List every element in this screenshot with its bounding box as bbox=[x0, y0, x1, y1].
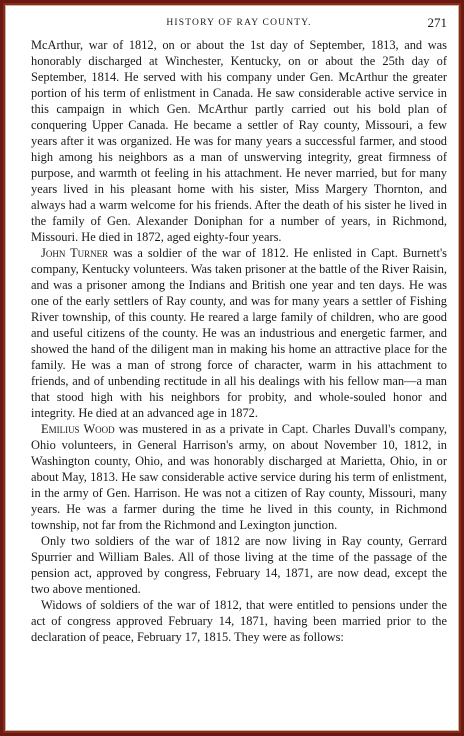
paragraph-text: was mustered in as a private in Capt. Charles Duvall's company, Ohio volunteers, in General Harrison's army, on about November 10, 1812, in Washington county, Ohio, and was honorably discharged at Marietta, Ohio, in or about May, 1813. He saw considerable active service during his term of enlistment, in the army of Gen. Harrison. He was not a citizen of Ray county, Missouri, many years. He was a farmer during the time he lived in this county, in Richmond township, not far from the Richmond and Lexington junction. bbox=[31, 422, 447, 532]
paragraph-john-turner bbox=[31, 245, 447, 421]
person-name: John Turner bbox=[41, 246, 109, 260]
paragraph-text: McArthur, war of 1812, on or about the 1st day of September, 1813, and was honorably discharged at Winchester, Kentucky, on or about the 25th day of September, 1814. He served with his company under Gen. McArthur the greater portion of his term of enlistment in Canada. He saw considerable active service in this campaign in which Gen. McArthur partly carried out his bold plan of conquering Upper Canada. He became a settler of Ray county, Missouri, a few years after it was organized. He was for many years a successful farmer, and stood high among his neighbors as a man of unswerving integrity, great firmness of purpose, and warmth ot feeling in his attachment. He never married, but for many years lived in his pleasant home with his sister, Miss Margery Thornton, and always had a warm welcome for his friends. After the death of his sister he lived in the family of Gen. Alexander Doniphan for a number of years, in Richmond, Missouri. He died in 1872, aged eighty-four years. bbox=[31, 38, 447, 244]
book-page bbox=[31, 13, 447, 727]
paragraph-text: Only two soldiers of the war of 1812 are now living in Ray county, Gerrard Spurrier and William Bales. All of those living at the time of the passage of the pension act, approved by congress, February 14, 1871, are now dead, except the two above mentioned. bbox=[31, 534, 447, 596]
paragraph-emilius-wood bbox=[31, 421, 447, 533]
page-frame bbox=[3, 3, 461, 733]
paragraph-surviving-soldiers bbox=[31, 533, 447, 597]
person-name: Emilius Wood bbox=[41, 422, 115, 436]
running-title: HISTORY OF RAY COUNTY. bbox=[166, 18, 312, 28]
paragraph-widows bbox=[31, 597, 447, 645]
page-number: 271 bbox=[427, 15, 447, 30]
paragraph-text: was a soldier of the war of 1812. He enlisted in Capt. Burnett's company, Kentucky volunteers. Was taken prisoner at the battle of the River Raisin, and was a prisoner among the Indians and British one year and ten days. He was one of the early settlers of Ray county, and was for many years a settler of Fishing River township, of this county. He reared a large family of children, who are good and useful citizens of the county. He was an industrious and energetic farmer, and showed the hand of the diligent man in making his home an attractive place for the family. He was a man of strong force of character, warm in his attachment to friends, and of unbending rectitude in all his dealings with his fellow man—a man that stood high with his neighbors for probity, and whole-souled honor and integrity. He died at an advanced age in 1872. bbox=[31, 246, 448, 420]
paragraph-mcarthur-continued bbox=[31, 37, 447, 245]
running-head bbox=[31, 13, 447, 35]
body-text bbox=[31, 37, 447, 645]
paragraph-text: Widows of soldiers of the war of 1812, that were entitled to pensions under the act of congress approved February 14, 1871, having been married prior to the declaration of peace, February 17, 1815. They were as follows: bbox=[31, 598, 447, 644]
